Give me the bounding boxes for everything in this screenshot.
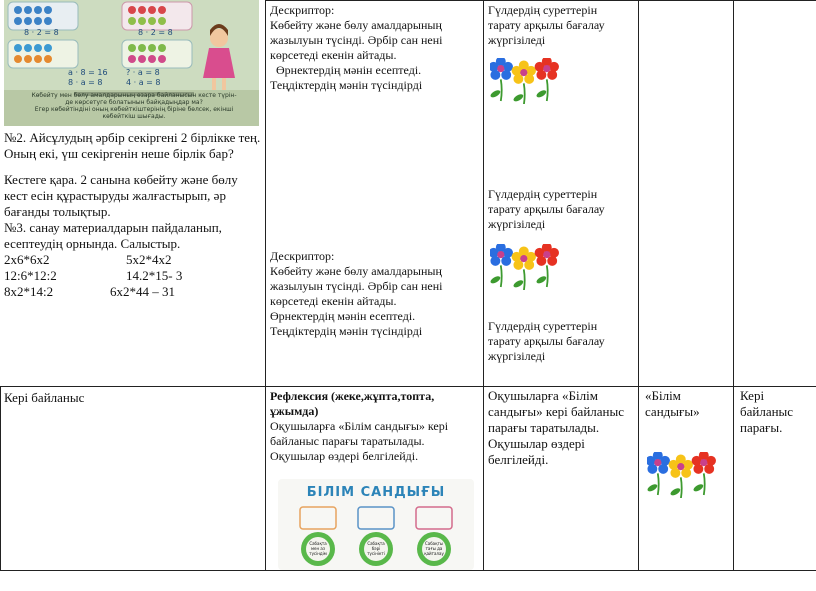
task-table-line: Кестеге қара. 2 санына көбейту және бөлу [4,172,238,187]
flowers-icon [647,452,719,498]
assessment-text [488,319,633,364]
feedback-sheet-line: байланыс [740,404,794,419]
descriptor-line: Өрнектердің мәнін есептеді. [270,63,422,77]
chest-label-line: Сабақта [309,541,327,546]
descriptor-line: жазылуын түсінді. Әрбір сан нені [270,279,443,293]
compare-right: 14.2*15- 3 [126,268,183,283]
chest-label-line: Сабақта [367,541,385,546]
assessment-line: Гүлдердің суреттерін [488,3,598,17]
chest-label-line: түсіндім [309,551,327,556]
descriptor-line: Теңдіктердің мәнін түсіндірді [270,324,423,338]
assessment-line: тарату арқылы бағалау [488,202,605,216]
descriptor-line: Дескриптор: [270,3,335,17]
col-divider-4 [733,0,734,571]
flowers-icon [490,58,562,104]
compare-right: 5х2*4х2 [126,252,172,267]
assessment-line: жүргізіледі [488,33,546,47]
reflection-title-line: ұжымда) [270,404,319,418]
chest-label [364,541,388,556]
photo-caption-line: көбейткіш шығады. [102,113,166,120]
assessment-line: жүргізіледі [488,217,546,231]
photo-equation: 8 · a = 8 [68,78,103,87]
compare-row [4,284,262,300]
feedback-line: Оқушыларға «Білім [488,388,598,403]
feedback-line: белгілейді. [488,452,549,467]
flower-icons [647,452,719,503]
task-table-line: бағанды толықтыр. [4,204,111,219]
compare-left: 12:6*12:2 [4,268,57,283]
photo-caption-line: Егер көбейтіндіні оның көбейткіштерінің біріне бөлсек, екінші [34,106,234,113]
chest-label [422,541,446,556]
knowledge-chest-image [278,479,474,570]
descriptor-block [270,249,480,339]
photo-caption-line: Көбейту мен бөлу амалдарының өзара байланысын кесте түрін- [31,92,237,99]
reflection-body-line: Оқушыларға «Білім сандығы» кері [270,419,449,433]
compare-left: 8х2*14:2 [4,284,54,299]
task3-line: №3. санау материалдарын пайдаланып, [4,220,222,235]
assessment-line: жүргізіледі [488,349,546,363]
feedback-sheet-label [740,388,814,436]
photo-equation: a · 8 = 16 [68,68,108,77]
reflection-body-line: байланыс парағы таратылады. [270,434,425,448]
students-feedback-text [488,388,634,468]
flowers-icon [490,244,562,290]
descriptor-line: Көбейту және бөлу амалдарының [270,264,442,278]
assessment-text [488,3,633,48]
col-divider-3 [638,0,639,571]
feedback-sheet-line: Кері [740,388,765,403]
task3-line: есептеудің орнында. Салыстыр. [4,236,181,251]
flower-icons [490,58,562,109]
feedback-line: Оқушылар өздері [488,436,585,451]
assessment-line: тарату арқылы бағалау [488,334,605,348]
reflection-body-line: Оқушылар өздері белгілейді. [270,449,419,463]
compare-table [4,252,262,300]
photo-equation: 8 · 2 = 8 [24,28,59,37]
chest-label-line: мен аз [311,546,325,551]
chest-label-line: бәрі [371,546,381,551]
descriptor-line: Дескриптор: [270,249,335,263]
photo-equation: 4 · a = 8 [126,78,161,87]
chest-title: БІЛІМ САНДЫҒЫ [306,485,446,500]
descriptor-line: Көбейту және бөлу амалдарының [270,18,442,32]
feedback-label: Кері байланыс [4,390,85,405]
feedback-line: сандығы» кері байланыс [488,404,625,419]
col-divider-2 [483,0,484,571]
knowledge-chest-label [645,388,731,420]
photo-equation: 8 · 2 = 8 [138,28,173,37]
chest-label-line: қайталау [424,551,444,556]
reflection-block [270,389,478,464]
chests-illustration [278,501,474,571]
textbook-photo [4,0,259,126]
descriptor-line: Теңдіктердің мәнін түсіндірді [270,78,423,92]
descriptor-block [270,3,480,93]
task2-line: №2. Айсұлудың әрбір секіргені 2 бірлікке тең. [4,130,261,145]
photo-caption [14,92,254,120]
descriptor-line: көрсетеді екенін айтады. [270,48,397,62]
knowledge-chest-line: «Білім [645,388,681,403]
knowledge-chest-line: сандығы» [645,404,700,419]
task-table-line: кест есін құрастыруды жалғастырып, әр [4,188,226,203]
compare-row [4,252,262,268]
descriptor-line: Өрнектердің мәнін есептеді. [270,309,416,323]
descriptor-line: көрсетеді екенін айтады. [270,294,397,308]
col-divider-1 [265,0,266,571]
chest-label [306,541,330,556]
task2-text [4,130,262,162]
task-table-text [4,172,262,252]
compare-row [4,268,262,284]
feedback-sheet-line: парағы. [740,420,783,435]
feedback-line: парағы таратылады. [488,420,600,435]
task2-line: Оның екі, үш секіргенін неше бірлік бар? [4,146,234,161]
compare-right: 6х2*44 – 31 [110,284,175,299]
flower-icons [490,244,562,295]
reflection-title-line: Рефлексия (жеке,жұпта,топта, [270,389,435,403]
compare-left: 2х6*6х2 [4,252,50,267]
descriptor-line: жазылуын түсінді. Әрбір сан нені [270,33,443,47]
chest-label-line: түсінікті [367,551,385,556]
assessment-line: Гүлдердің суреттерін [488,187,598,201]
assessment-text [488,187,633,232]
chest-label-line: Сабақты [424,541,444,546]
assessment-line: Гүлдердің суреттерін [488,319,598,333]
chest-label-line: тағы да [425,546,443,551]
assessment-line: тарату арқылы бағалау [488,18,605,32]
row-divider [0,386,816,387]
photo-caption-line: де көрсетуге болатынын байқадыңдар ма? [65,99,203,106]
left-border-bottom-row [0,386,1,571]
photo-equation: ? · a = 8 [126,68,160,77]
